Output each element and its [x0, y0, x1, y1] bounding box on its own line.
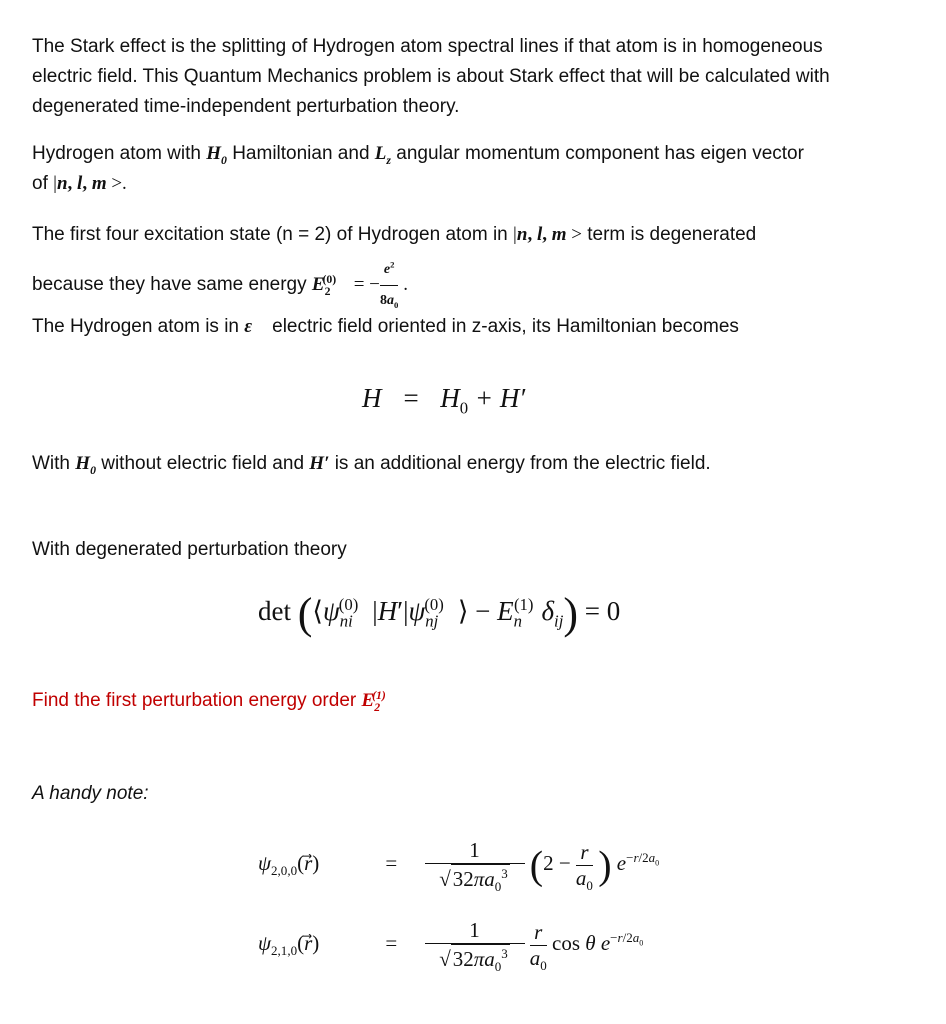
excitation-text-c: because they have same energy — [32, 273, 307, 295]
psi-210-equation: $\psi_{2,1,0}(r⃗)$ = $\frac{1}{√32\pi a_0^3}$ $\frac{r}{a_0}$ cos θ $e^{-r/2a_0}$ — [258, 918, 644, 975]
field-line — [32, 312, 739, 342]
h0-symbol-2: $H_0$ — [75, 453, 96, 477]
intro-line-3: degenerated time-independent perturbation theory. — [32, 96, 460, 117]
hamiltonian-intro-text-a: Hydrogen atom with — [32, 143, 201, 164]
h-prime-symbol: H′ — [309, 453, 330, 474]
energy-e2-0: $E_2^{(0)}$ = − $\frac{e^2}{8a_0}$ . — [312, 274, 408, 295]
field-text-b: electric field oriented in z-axis, its Hamiltonian becomes — [272, 316, 739, 337]
handy-note: A handy note: — [32, 783, 149, 804]
field-text-a: The Hydrogen atom is in — [32, 316, 239, 337]
with-text-b: without electric field and — [101, 453, 305, 474]
excitation-text-b: term is degenerated — [587, 224, 757, 245]
ket-nlm-2: |n, l, m > — [513, 224, 582, 245]
determinant-equation: $\det (⟨\psi_{ni}^{(0)}$ $|H'|\psi_{nj}^{(0)}$ ⟩ − $E_n^{(1)}$ $\delta_{ij}) = 0$ — [258, 589, 621, 638]
with-text-a: With — [32, 453, 70, 474]
find-text: Find the first perturbation energy order — [32, 690, 357, 711]
intro-line-1: The Stark effect is the splitting of Hydrogen atom spectral lines if that atom is in homogeneous — [32, 36, 823, 57]
psi-200-equation: $\psi_{2,0,0}(r⃗)$ = $\frac{1}{√32\pi a_0^3}$ (2 − $\frac{r}{a_0}$ ) $e^{-r/2a_0}$ — [258, 838, 660, 895]
hamiltonian-intro-line-2 — [32, 169, 127, 199]
hamiltonian-intro-line-1 — [32, 139, 804, 169]
ket-nlm: |n, l, m >. — [53, 173, 127, 194]
degenerate-label: With degenerated perturbation theory — [32, 539, 347, 560]
find-line — [32, 686, 394, 716]
h0-symbol: $H_0$ — [206, 143, 227, 167]
energy-e2-1: $E_2^{(1)}$ — [361, 688, 386, 714]
with-line — [32, 449, 711, 479]
excitation-line-2 — [32, 255, 408, 316]
hamiltonian-equation: $H = H_0 + H'$ — [362, 383, 526, 418]
excitation-text-a: The first four excitation state (n = 2) of Hydrogen atom in — [32, 224, 508, 245]
hamiltonian-intro-text-c: angular momentum component has eigen vector — [396, 143, 804, 164]
epsilon-vector: ε⃗ — [244, 316, 267, 337]
intro-line-2: electric field. This Quantum Mechanics problem is about Stark effect that will be calculated with — [32, 66, 830, 87]
excitation-line-1 — [32, 220, 756, 250]
lz-symbol: $L_z$ — [374, 143, 391, 167]
hamiltonian-intro-text-b: Hamiltonian and — [232, 143, 370, 164]
hamiltonian-intro-text-d: of — [32, 173, 48, 194]
with-text-c: is an additional energy from the electric field. — [334, 453, 711, 474]
